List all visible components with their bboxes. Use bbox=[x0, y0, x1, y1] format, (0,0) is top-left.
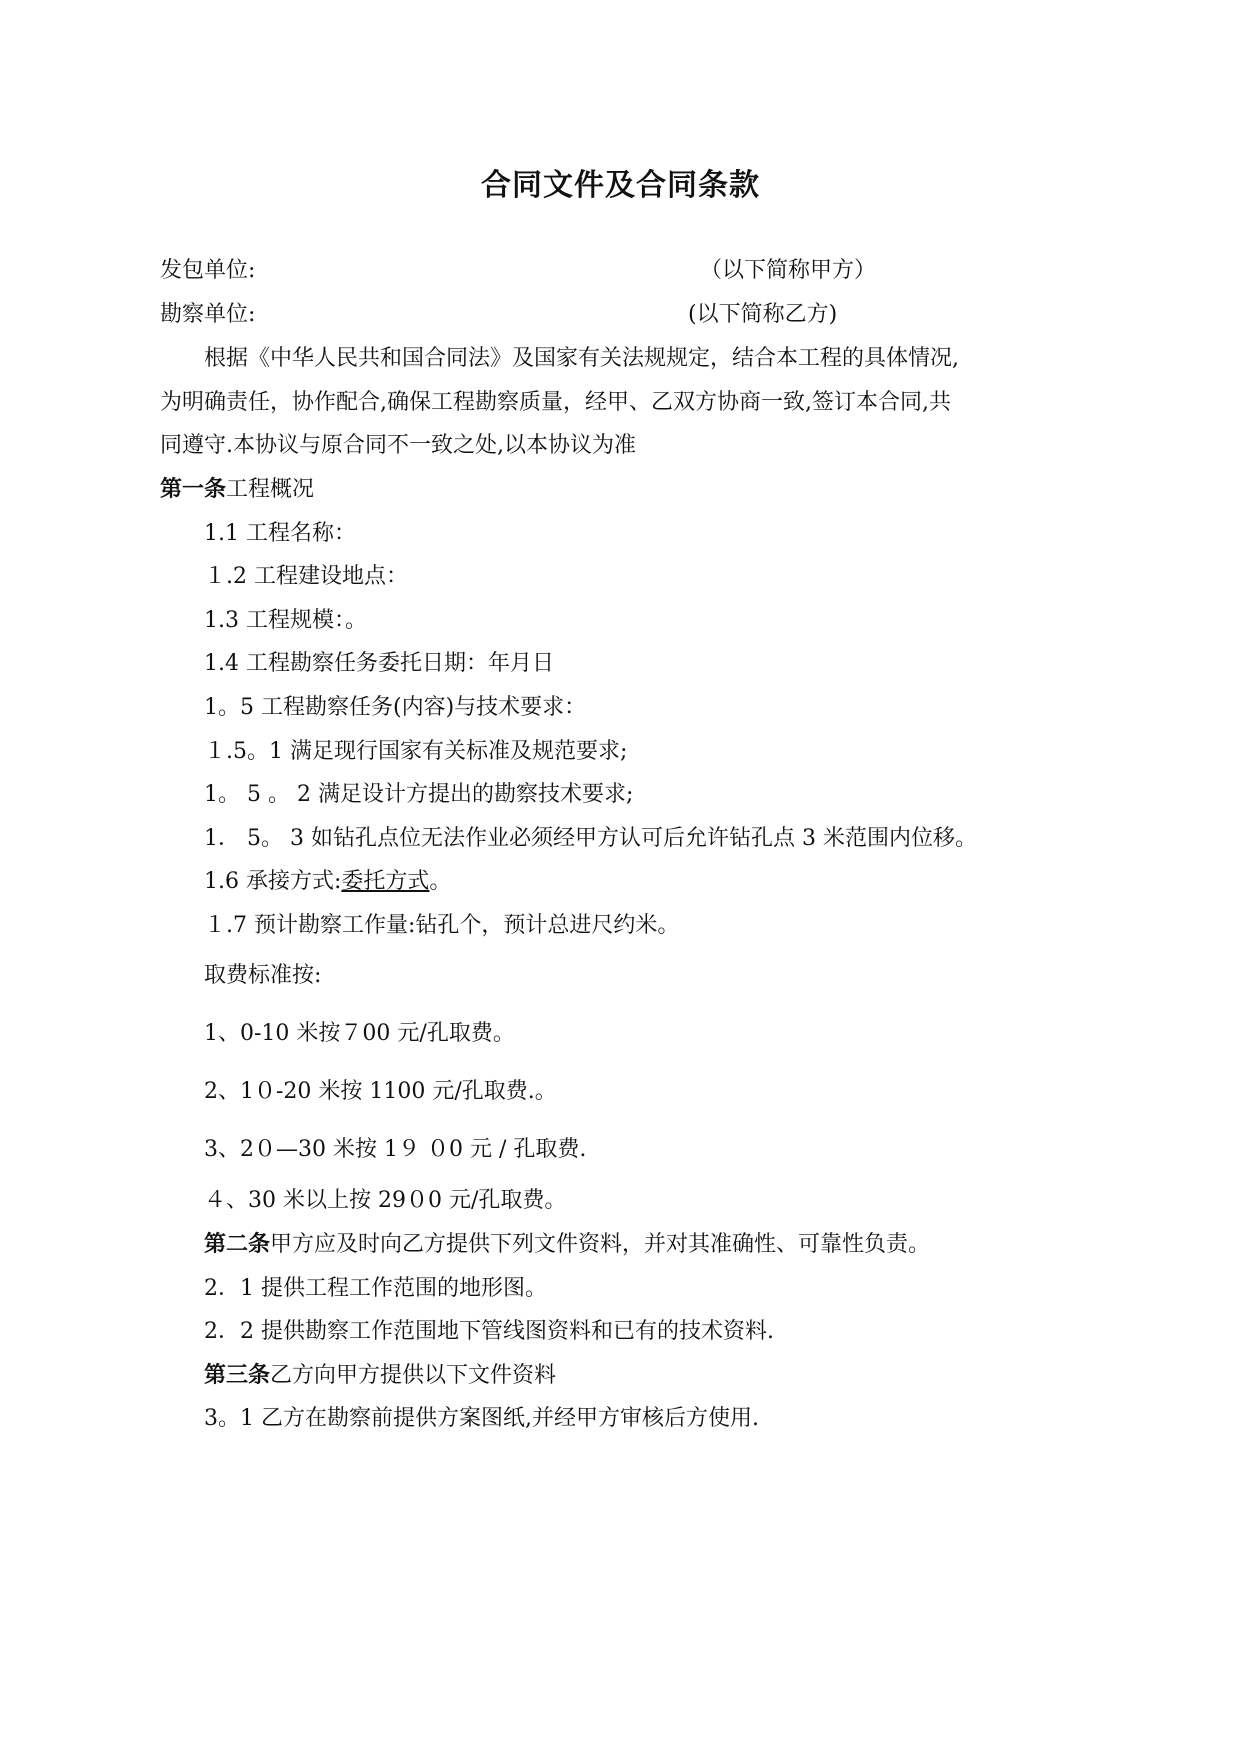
fee-heading: 取费标准按: bbox=[204, 963, 322, 988]
clause-item: 3。1 乙方在勘察前提供方案图纸,并经甲方审核后方使用. bbox=[204, 1406, 759, 1431]
contract-method-value: 委托方式 bbox=[341, 869, 430, 894]
article-3-heading: 第三条 bbox=[204, 1363, 271, 1388]
fee-item: 1、0-10 米按７00 元/孔取费。 bbox=[204, 1021, 515, 1046]
clause-item: 1.1 工程名称： bbox=[204, 521, 356, 546]
clause-item-1-7: １.7 预计勘察工作量:钻孔个，预计总进尺约米。 bbox=[204, 913, 680, 938]
contract-method-label: 1.6 承接方式: bbox=[204, 869, 342, 894]
clause-item: １.2 工程建设地点： bbox=[204, 564, 408, 589]
clause-item: 2．1 提供工程工作范围的地形图。 bbox=[204, 1276, 547, 1301]
clause-item: 1。5 工程勘察任务(内容)与技术要求： bbox=[204, 695, 587, 720]
article-3-title: 乙方向甲方提供以下文件资料 bbox=[270, 1363, 557, 1388]
preamble-line: 同遵守.本协议与原合同不一致之处,以本协议为准 bbox=[160, 433, 636, 458]
article-3-line bbox=[204, 1362, 556, 1390]
clause-item: １.5。1 满足现行国家有关标准及规范要求; bbox=[204, 739, 628, 764]
clause-item: 2．2 提供勘察工作范围地下管线图资料和已有的技术资料. bbox=[204, 1319, 774, 1344]
clause-item: 1.3 工程规模：。 bbox=[204, 608, 367, 633]
clause-item: 1.4 工程勘察任务委托日期：年月日 bbox=[204, 651, 554, 676]
contract-method-suffix: 。 bbox=[429, 869, 452, 894]
clause-item: 1． 5。 3 如钻孔点位无法作业必须经甲方认可后允许钻孔点 3 米范围内位移。 bbox=[204, 826, 977, 851]
fee-item: 2、1０-20 米按 1100 元/孔取费.。 bbox=[204, 1079, 557, 1104]
article-2-heading: 第二条 bbox=[204, 1232, 271, 1257]
article-1-line bbox=[160, 476, 314, 504]
clause-item-1-6 bbox=[204, 868, 451, 896]
article-1-heading: 第一条 bbox=[160, 477, 227, 502]
surveyor-label: 勘察单位: bbox=[160, 302, 256, 327]
surveyor-note: (以下简称乙方) bbox=[688, 302, 838, 327]
fee-item: ４、30 米以上按 29０0 元/孔取费。 bbox=[204, 1188, 567, 1213]
preamble-line: 为明确责任，协作配合,确保工程勘察质量，经甲、乙双方协商一致,签订本合同,共 bbox=[160, 390, 951, 415]
client-note: （以下简称甲方） bbox=[700, 258, 877, 283]
fee-item: 3、2０—30 米按 1９ ０0 元 / 孔取费. bbox=[204, 1137, 587, 1162]
article-2-title: 甲方应及时向乙方提供下列文件资料，并对其准确性、可靠性负责。 bbox=[270, 1232, 931, 1257]
clause-item: 1。 5 。 2 满足设计方提出的勘察技术要求; bbox=[204, 782, 634, 807]
client-label: 发包单位: bbox=[160, 258, 256, 283]
article-1-title: 工程概况 bbox=[226, 477, 315, 502]
document-title: 合同文件及合同条款 bbox=[481, 168, 760, 203]
article-2-line bbox=[204, 1231, 930, 1259]
preamble-line: 根据《中华人民共和国合同法》及国家有关法规规定，结合本工程的具体情况, bbox=[204, 346, 959, 371]
